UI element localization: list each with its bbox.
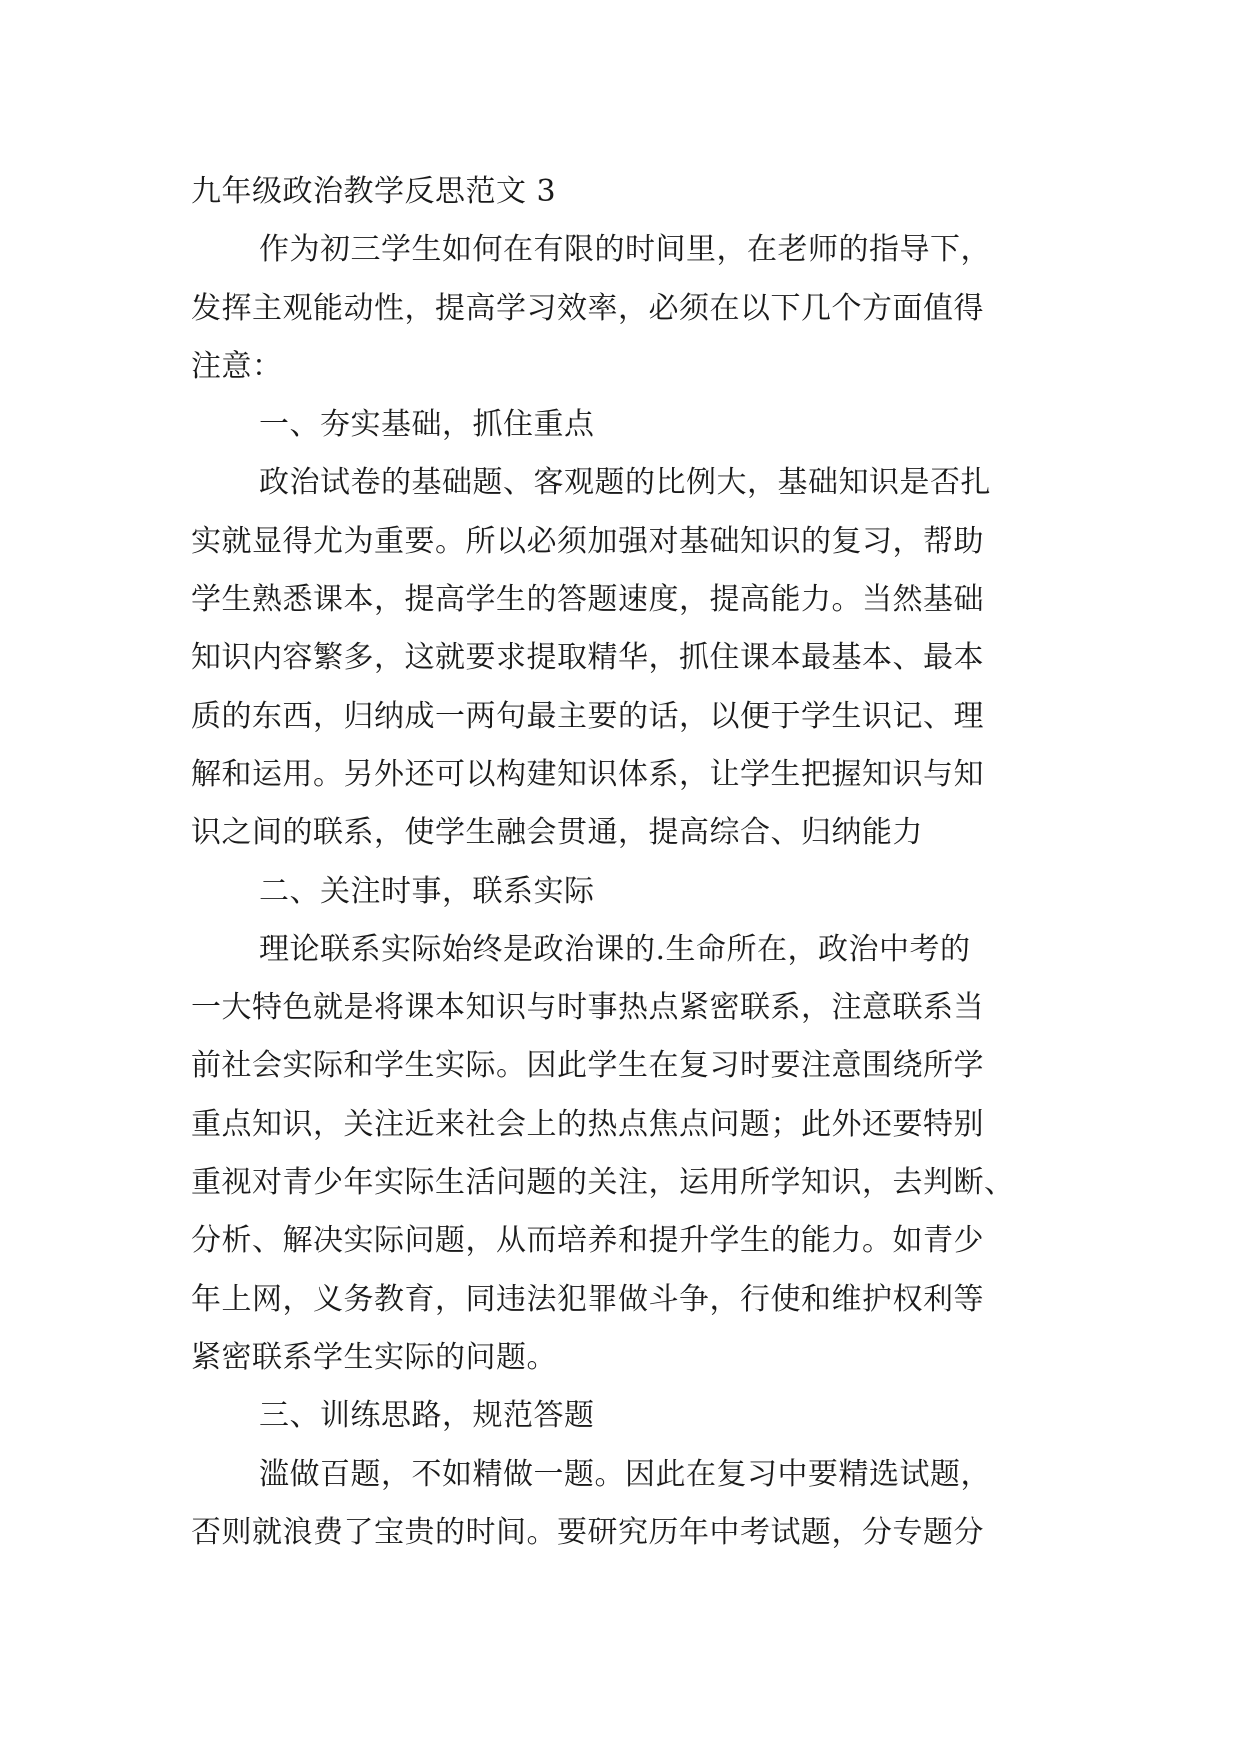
- text-line: 政治试卷的基础题、客观题的比例大，基础知识是否扎: [259, 465, 991, 501]
- document-body: [191, 163, 1053, 1562]
- text-line: 理论联系实际始终是政治课的.生命所在，政治中考的: [259, 931, 971, 967]
- text-line: 学生熟悉课本，提高学生的答题速度，提高能力。当然基础: [191, 582, 984, 618]
- text-line: 识之间的联系，使学生融会贯通，提高综合、归纳能力: [191, 815, 923, 851]
- text-line: 三、训练思路，规范答题: [259, 1398, 595, 1434]
- text-line: 否则就浪费了宝贵的时间。要研究历年中考试题，分专题分: [191, 1514, 984, 1550]
- text-line: 实就显得尤为重要。所以必须加强对基础知识的复习，帮助: [191, 523, 984, 559]
- text-line: 重点知识，关注近来社会上的热点焦点问题；此外还要特别: [191, 1106, 984, 1142]
- text-line: 注意：: [191, 348, 283, 384]
- text-line: 重视对青少年实际生活问题的关注，运用所学知识，去判断、: [191, 1165, 1015, 1201]
- text-line: 分析、解决实际问题，从而培养和提升学生的能力。如青少: [191, 1223, 984, 1259]
- text-line: 滥做百题，不如精做一题。因此在复习中要精选试题，: [259, 1456, 991, 1492]
- document-lines: [191, 221, 1053, 1562]
- text-line: 作为初三学生如何在有限的时间里，在老师的指导下，: [259, 232, 991, 268]
- text-line: 发挥主观能动性，提高学习效率，必须在以下几个方面值得: [191, 290, 984, 326]
- text-line: 二、关注时事，联系实际: [259, 873, 595, 909]
- text-line: 年上网，义务教育，同违法犯罪做斗争，行使和维护权利等: [191, 1281, 984, 1317]
- text-line: 紧密联系学生实际的问题。: [191, 1339, 557, 1375]
- text-line: 一大特色就是将课本知识与时事热点紧密联系，注意联系当: [191, 990, 984, 1026]
- document-title: 九年级政治教学反思范文 3: [191, 174, 557, 209]
- text-line: 质的东西，归纳成一两句最主要的话，以便于学生识记、理: [191, 698, 984, 734]
- text-line: 知识内容繁多，这就要求提取精华，抓住课本最基本、最本: [191, 640, 984, 676]
- text-line: 解和运用。另外还可以构建知识体系，让学生把握知识与知: [191, 756, 984, 792]
- text-line: 一、夯实基础，抓住重点: [259, 407, 595, 443]
- text-line: 前社会实际和学生实际。因此学生在复习时要注意围绕所学: [191, 1048, 984, 1084]
